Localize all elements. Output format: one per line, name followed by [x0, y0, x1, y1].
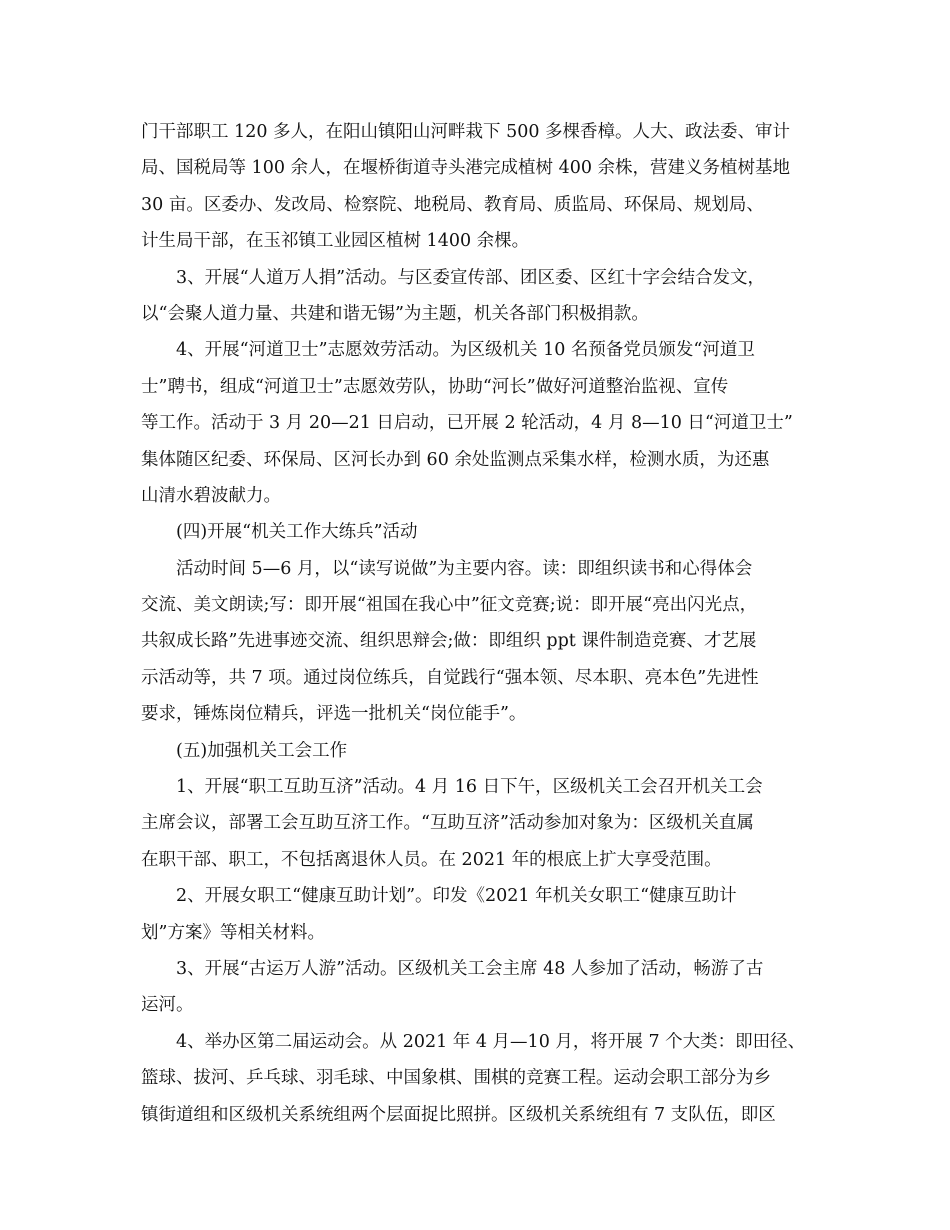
text-line: 示活动等，共 7 项。通过岗位练兵，自觉践行“强本领、尽本职、亮本色”先进性: [141, 667, 759, 688]
text-line: 篮球、拔河、乒乓球、羽毛球、中国象棋、围棋的竞赛工程。运动会职工部分为乡: [141, 1068, 771, 1089]
text-line: 门干部职工 120 多人，在阳山镇阳山河畔栽下 500 多棵香樟。人大、政法委、审计: [141, 122, 791, 142]
text-line: 主席会议，部署工会互助互济工作。“互助互济”活动参加对象为：区级机关直属: [141, 813, 754, 834]
text-line: 交流、美文朗读;写：即开展“祖国在我心中”征文竞赛;说：即开展“亮出闪光点，: [141, 595, 758, 616]
text-line: 计生局干部，在玉祁镇工业园区植树 1400 余棵。: [141, 231, 530, 252]
text-line: 活动时间 5—6 月，以“读写说做”为主要内容。读：即组织读书和心得体会: [176, 558, 753, 579]
text-line: 4、举办区第二届运动会。从 2021 年 4 月—10 月，将开展 7 个大类：即田径、: [176, 1031, 806, 1052]
text-line: 士”聘书，组成“河道卫士”志愿效劳队，协助“河长”做好河道整治监视、宣传: [141, 376, 729, 397]
text-line: 30 亩。区委办、发改局、检察院、地税局、教育局、质监局、环保局、规划局、: [141, 194, 764, 215]
text-line: 2、开展女职工“健康互助计划”。印发《2021 年机关女职工“健康互助计: [176, 886, 737, 907]
text-line: 4、开展“河道卫士”志愿效劳活动。为区级机关 10 名预备党员颁发“河道卫: [176, 340, 755, 361]
text-line: 划”方案》等相关材料。: [141, 922, 325, 943]
text-line: 共叙成长路”先进事迹交流、组织思辩会;做：即组织 ppt 课件制造竞赛、才艺展: [141, 631, 757, 652]
text-line: 局、国税局等 100 余人，在堰桥街道寺头港完成植树 400 余株，营建义务植树基地: [141, 158, 791, 179]
text-line: 在职干部、职工，不包括离退休人员。在 2021 年的根底上扩大享受范围。: [141, 849, 722, 870]
text-line: 山清水碧波献力。: [141, 485, 281, 506]
text-line: 以“会聚人道力量、共建和谐无锡”为主题，机关各部门积极捐款。: [141, 303, 649, 324]
text-line: 运河。: [141, 995, 194, 1016]
text-line: 3、开展“古运万人游”活动。区级机关工会主席 48 人参加了活动，畅游了古: [176, 958, 764, 979]
text-line: 1、开展“职工互助互济”活动。4 月 16 日下午，区级机关工会召开机关工会: [176, 777, 763, 798]
text-line: 镇街道组和区级机关系统组两个层面捉比照拼。区级机关系统组有 7 支队伍，即区: [141, 1104, 776, 1125]
text-line: 3、开展“人道万人捐”活动。与区委宣传部、团区委、区红十字会结合发文，: [176, 267, 766, 288]
text-line: 要求，锤炼岗位精兵，评选一批机关“岗位能手”。: [141, 704, 527, 725]
text-line: (四)开展“机关工作大练兵”活动: [176, 522, 418, 543]
document-body: [141, 114, 821, 1133]
text-line: (五)加强机关工会工作: [176, 740, 348, 761]
text-line: 集体随区纪委、环保局、区河长办到 60 余处监测点采集水样，检测水质，为还惠: [141, 449, 770, 470]
text-line: 等工作。活动于 3 月 20—21 日启动，已开展 2 轮活动，4 月 8—10 日“河道卫士”: [141, 413, 793, 434]
